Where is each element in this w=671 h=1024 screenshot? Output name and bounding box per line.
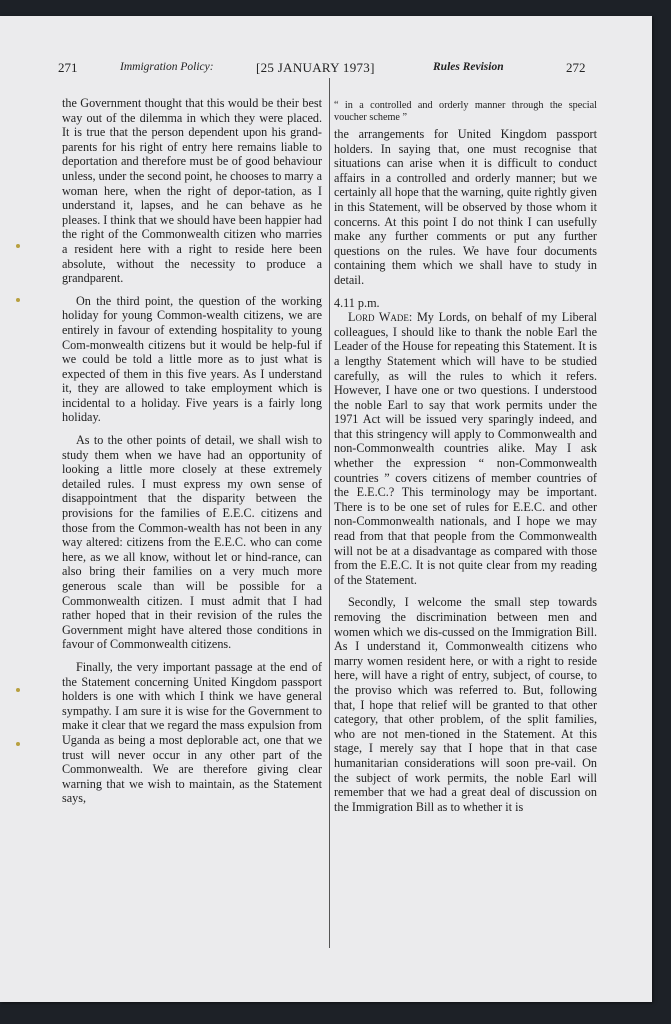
page-number-left: 271 [58, 60, 78, 75]
section-title: Rules Revision [433, 61, 504, 73]
paragraph: the Government thought that this would be their best way out of the dilemma in which they were placed. It is true that the person dependent upon his grand-parents for his right of entry here remains liable to deportation and therefore must be of good behaviour unless, under the second point, he chooses to marry a woman here, when the right of depor-tation, as I understand it, lapses, and he can behave as he pleases. I think that we should have been happier had the right of the Commonwealth citizen who marries a resident here with a right to reside here been absolute, without the necessity to produce a grandparent. [62, 96, 322, 286]
left-column [62, 96, 322, 814]
paragraph: Secondly, I welcome the small step towards removing the discrimination between men and women which we dis-cussed on the Immigration Bill. As I understand it, Commonwealth citizens who marry women resident here, or with a right to reside here, will have a right of entry, subject, of course, to the proviso which was referred to. But, following that, I hope that relief will be granted to that other category, that other problem, of the split families, who are not men-tioned in the Statement. At this stage, I merely say that I hope that in that case humanitarian considerations will soon pre-vail. On the subject of work permits, the noble Earl will remember that we had a great deal of discussion on the Immigration Bill as to whether it is [334, 595, 597, 814]
sitting-date: [25 JANUARY 1973] [256, 60, 375, 75]
column-divider [329, 78, 330, 948]
time-stamp: 4.11 p.m. [334, 295, 380, 310]
right-column [334, 100, 597, 822]
paragraph: Finally, the very important passage at the end of the Statement concerning United Kingdom passport holders is one with which I think we have general sympathy. I am sure it is wise for the Government to make it clear that we regard the mass expulsion from Uganda as being a most deplorable act, one that we trust will never occur in any other part of the Commonwealth. We are therefore giving clear warning that we wish to maintain, as the Statement says, [62, 659, 322, 806]
paragraph: On the third point, the question of the working holiday for young Common-wealth citizens, we are entirely in favour of extending hospitality to young Com-monwealth citizens but it would be help-ful if we could be told a little more as to just what is expected of them in this five years. As I understand it, they are allowed to take employment which is incidental to a holiday. Five years is a fairly long holiday. [62, 293, 322, 425]
margin-mark [16, 688, 20, 692]
speech-paragraph [334, 310, 597, 587]
margin-mark [16, 298, 20, 302]
page-number-right: 272 [566, 60, 586, 75]
margin-mark [16, 742, 20, 746]
block-quote: “ in a controlled and orderly manner through the special voucher scheme ” [334, 100, 597, 123]
page-header [58, 60, 594, 78]
speaker-name: Lord Wade [348, 310, 409, 325]
document-page [0, 16, 652, 1002]
speech-text: : My Lords, on behalf of my Liberal colleagues, I should like to thank the noble Earl the Leader of the House for repeating this Statement. It is a lengthy Statement which will have to be studied carefully, as will the rules to which it refers. However, I have one or two questions. I understood the noble Earl to say that work permits under the 1971 Act will be issued very sparingly indeed, and that this stringency will apply to Commonwealth and non-Commonwealth countries alike. May I ask whether the expression “ non-Commonwealth countries ” covers citizens of member countries of the E.E.C.? This terminology may be important. There is to be one set of rules for E.E.C. and other non-Commonwealth nationals, and I hope we may read from that that people from the Commonwealth will not be at a disadvantage as compared with those from the E.E.C. It is not quite clear from my reading of the Statement. [334, 310, 597, 587]
paragraph: the arrangements for United Kingdom passport holders. In saying that, one must recognise that situations can arise when it is difficult to conduct affairs in a controlled and orderly manner; but we certainly all hope that the warning, quite rightly given in this Statement, will be observed by those whom it concerns. At this point I do not think I can usefully make any further comments or put any further questions on the rules. We have four documents containing them which we shall have to study in detail. [334, 127, 597, 287]
running-title: Immigration Policy: [120, 61, 214, 73]
paragraph: As to the other points of detail, we shall wish to study them when we have had an opportunity of looking a little more closely at these extremely detailed rules. I must express my own sense of disappointment that the disparity between the provisions for the families of E.E.C. citizens and those from the Common-wealth has not been in any way altered: citizens from the E.E.C. who can come here, as we all know, without let or hind-rance, can also bring their families on a very much more generous scale than will be possible for a Commonwealth citizen. I must admit that I had rather hoped that in their revision of the rules the Government might have altered those conditions in favour of Commonwealth citizens. [62, 433, 322, 652]
margin-mark [16, 244, 20, 248]
